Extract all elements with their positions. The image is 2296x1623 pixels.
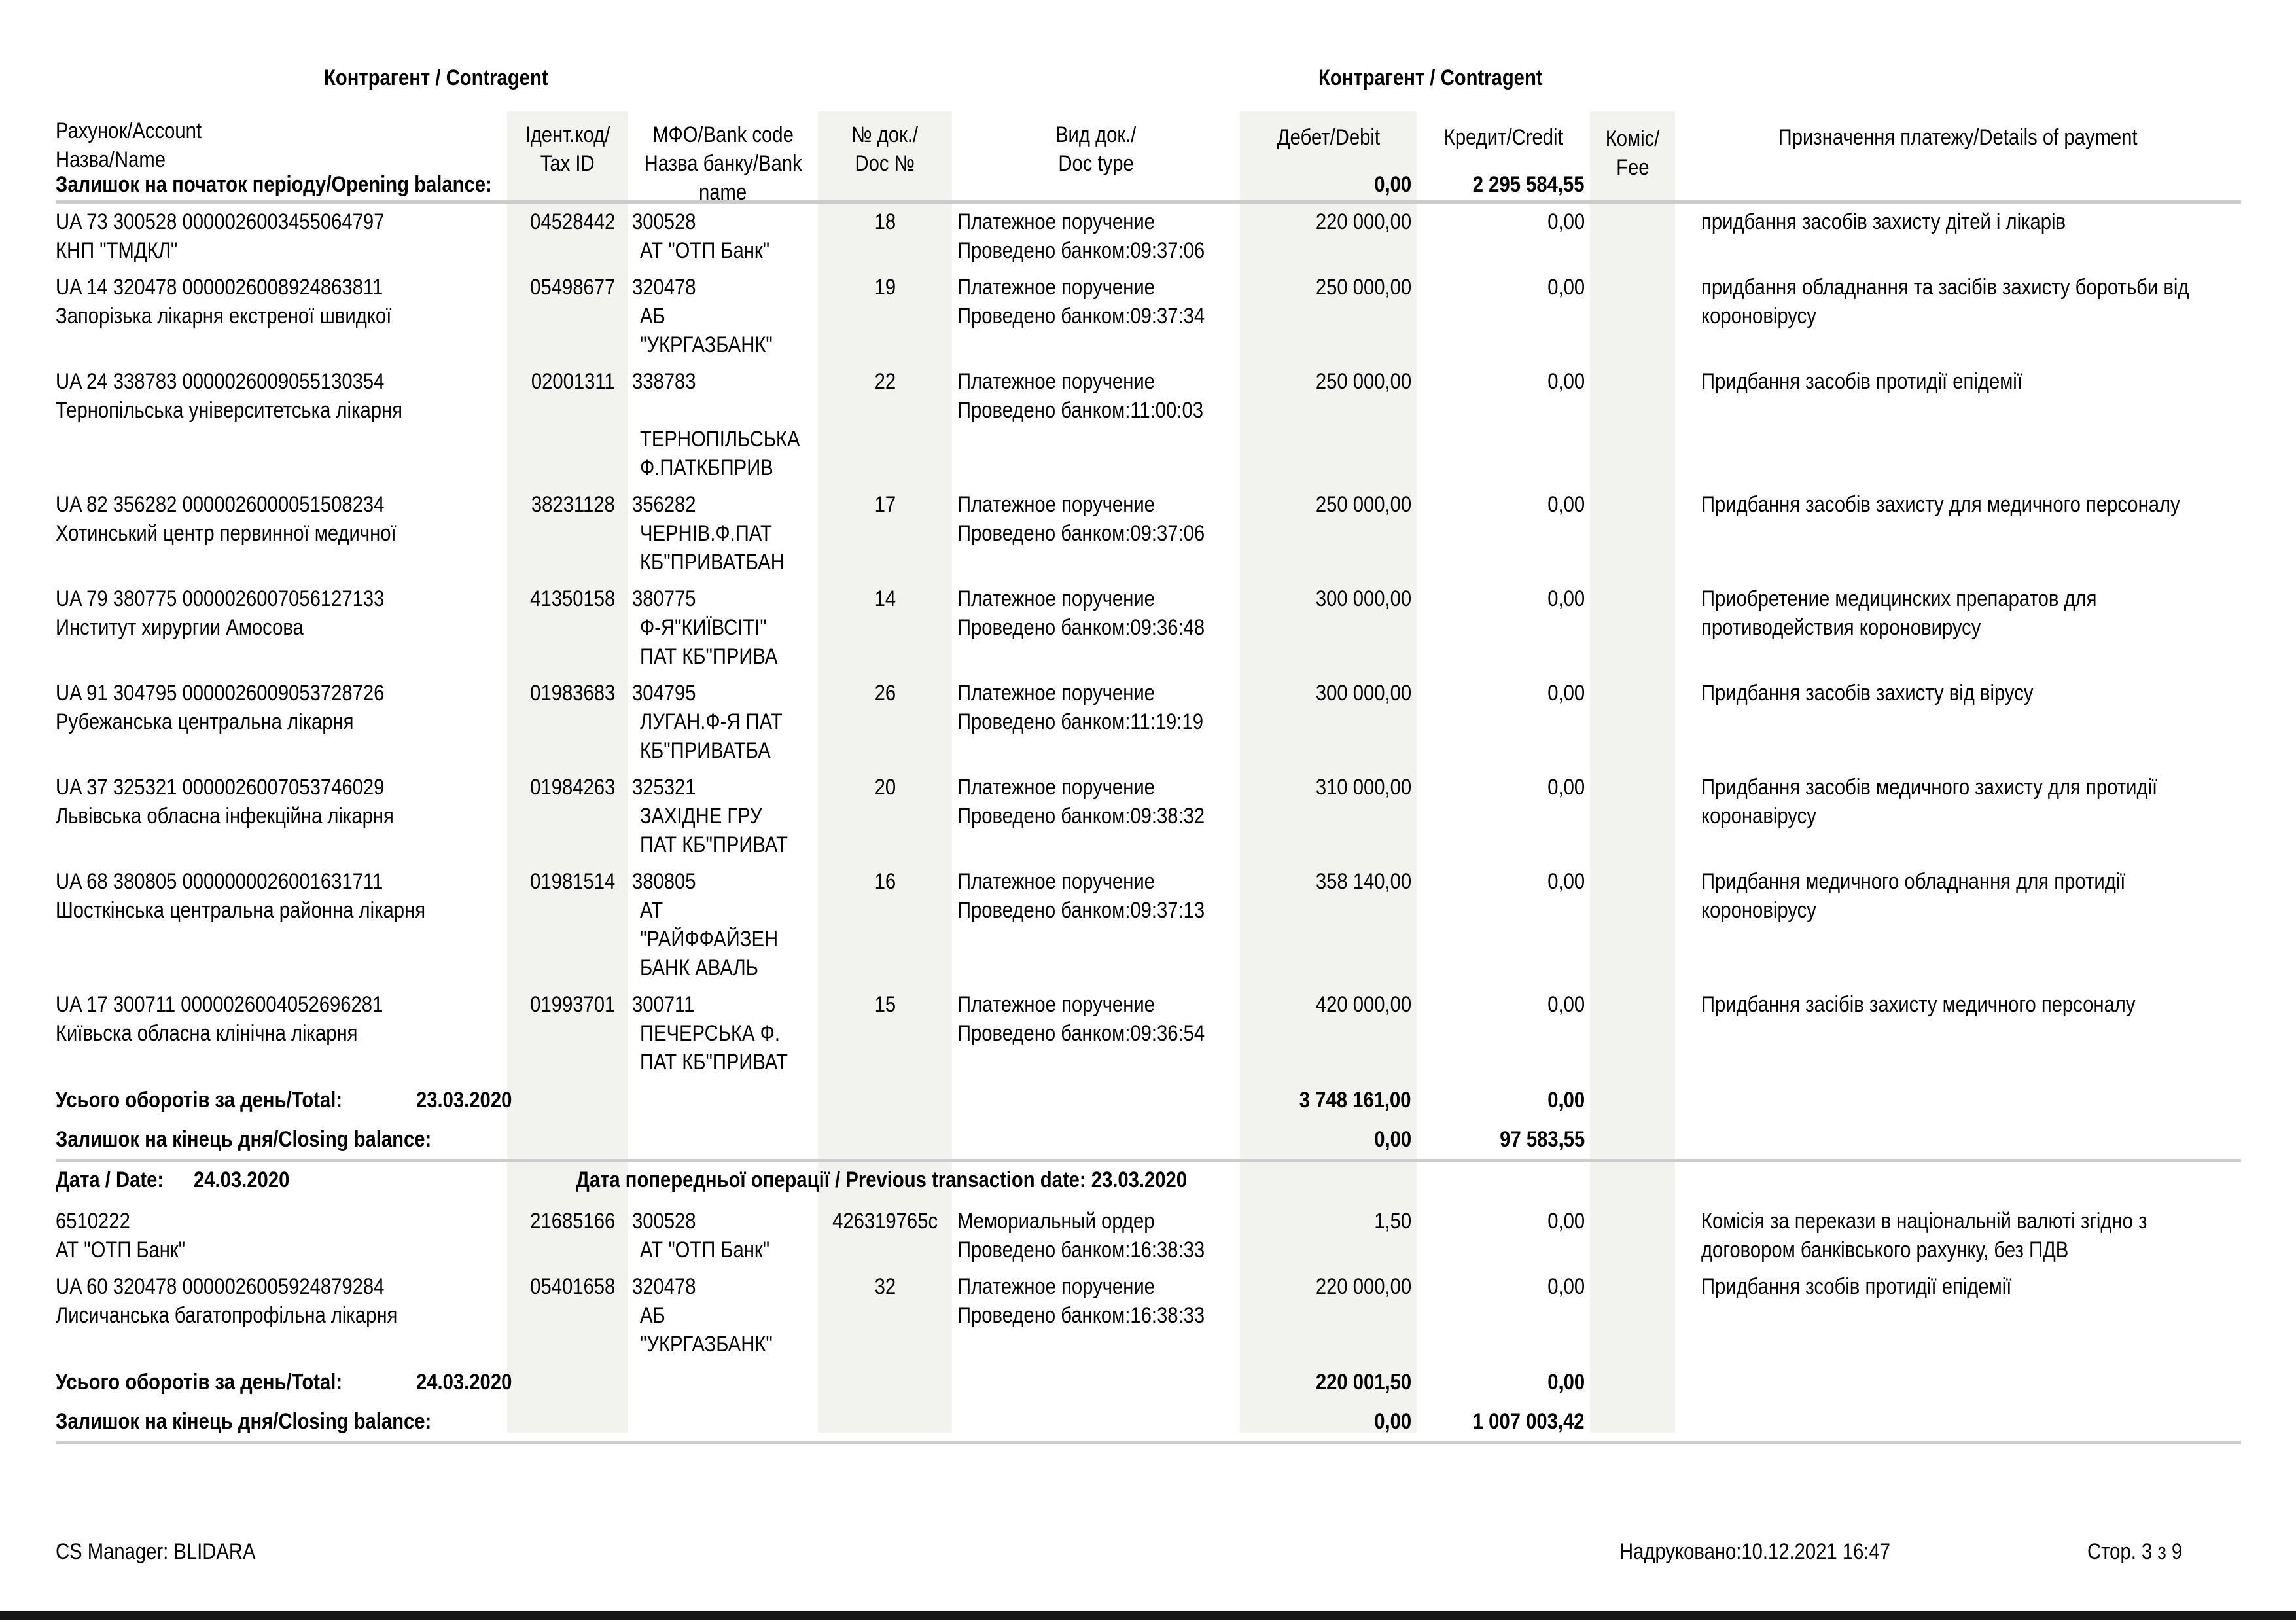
debit-cell: 300 000,00 (1315, 681, 1411, 705)
details-cell: придбання засобів захисту дітей і лікарів (1701, 209, 2066, 234)
day1-closing-credit: 97 583,55 (1499, 1127, 1585, 1152)
debit-cell: 250 000,00 (1315, 369, 1411, 394)
bank-cell: 356282 ЧЕРНІВ.Ф.ПАТ КБ"ПРИВАТБАН (632, 492, 785, 575)
doc-no-cell: 426319765c (832, 1209, 938, 1234)
fee-cell (1590, 207, 1675, 265)
transaction-row (56, 269, 2241, 363)
debit-cell: 220 000,00 (1315, 209, 1411, 234)
fee-cell (1590, 584, 1675, 671)
day1-total-debit: 3 748 161,00 (1299, 1088, 1411, 1113)
credit-cell: 0,00 (1547, 275, 1585, 300)
doc-type-cell: Платежное поручение Проведено банком:09:37:13 (957, 869, 1205, 923)
credit-cell: 0,00 (1547, 869, 1585, 894)
account-cell: UA 73 300528 0000026003455064797 КНП "ТМДКЛ" (56, 209, 385, 263)
fee-cell (1590, 1207, 1675, 1264)
column-header-credit: Кредит/Credit (1443, 125, 1563, 150)
details-cell: Придбання засобів захисту для медичного персоналу (1701, 492, 2180, 517)
doc-no-cell: 15 (874, 992, 896, 1017)
date-row (56, 1162, 2241, 1203)
fee-cell (1590, 990, 1675, 1077)
doc-no-cell: 20 (874, 775, 896, 800)
credit-cell: 0,00 (1547, 1274, 1585, 1299)
column-header-bank: МФО/Bank code Назва банку/Bank name (644, 122, 802, 205)
page-number: Стор. 3 з 9 (2087, 1539, 2183, 1564)
day2-total-debit: 220 001,50 (1315, 1370, 1411, 1395)
tax-id-cell: 04528442 (529, 209, 615, 234)
details-cell: придбання обладнання та засібів захисту боротьби від короновірусу (1701, 275, 2189, 329)
credit-cell: 0,00 (1547, 209, 1585, 234)
day2-closing-credit: 1 007 003,42 (1473, 1409, 1585, 1434)
transaction-row (56, 675, 2241, 769)
tax-id-cell: 01983683 (529, 681, 615, 705)
debit-cell: 420 000,00 (1315, 992, 1411, 1017)
debit-cell: 300 000,00 (1315, 586, 1411, 611)
day1-rows (56, 204, 2241, 1080)
account-cell: UA 79 380775 0000026007056127133 Институт хирургии Амосова (56, 586, 385, 640)
day1-total-row (56, 1080, 2241, 1120)
doc-no-cell: 32 (874, 1274, 896, 1299)
debit-cell: 220 000,00 (1315, 1274, 1411, 1299)
credit-cell: 0,00 (1547, 992, 1585, 1017)
doc-no-cell: 17 (874, 492, 896, 517)
transaction-row (56, 486, 2241, 580)
day1-closing-row (56, 1120, 2241, 1159)
opening-balance-row (56, 170, 2241, 199)
details-cell: Придбання медичного обладнання для протидії короновірусу (1701, 869, 2126, 923)
column-header-docno: № док./ Doc № (851, 122, 919, 176)
opening-balance-debit: 0,00 (1374, 172, 1411, 197)
bank-cell: 320478 АБ "УКРГАЗБАНК" (632, 1274, 773, 1357)
details-cell: Придбання засобів захисту від вірусу (1701, 681, 2034, 705)
transaction-row (56, 986, 2241, 1080)
day2-rows (56, 1203, 2241, 1363)
day2-closing-label: Залишок на кінець дня/Closing balance: (56, 1409, 432, 1434)
doc-no-cell: 22 (874, 369, 896, 394)
doc-type-cell: Платежное поручение Проведено банком:09:36:54 (957, 992, 1205, 1046)
credit-cell: 0,00 (1547, 586, 1585, 611)
details-cell: Придбання зсобів протидії епідемії (1701, 1274, 2012, 1299)
window-bottom-bar (0, 1611, 2296, 1620)
day2-closing-row (56, 1402, 2241, 1441)
day1-closing-debit: 0,00 (1374, 1127, 1411, 1152)
tax-id-cell: 41350158 (529, 586, 615, 611)
transaction-row (56, 580, 2241, 675)
bank-cell: 304795 ЛУГАН.Ф-Я ПАТ КБ"ПРИВАТБА (632, 681, 783, 763)
details-cell: Придбання засобів протидії епідемії (1701, 369, 2022, 394)
day1-total-label: Усього оборотів за день/Total: 23.03.2020 (56, 1088, 512, 1113)
day2-total-credit: 0,00 (1547, 1370, 1585, 1395)
column-header-taxid: Ідент.код/ Tax ID (525, 122, 610, 176)
account-cell: UA 91 304795 0000026009053728726 Рубежанська центральна лікарня (56, 681, 385, 734)
credit-cell: 0,00 (1547, 492, 1585, 517)
contragent-title-left: Контрагент / Contragent (324, 65, 548, 90)
doc-type-cell: Платежное поручение Проведено банком:09:38:32 (957, 775, 1205, 829)
details-cell: Комісія за перекази в національній валюті згідно з договором банківського рахунку, без ПДВ (1701, 1209, 2147, 1262)
doc-no-cell: 14 (874, 586, 896, 611)
tax-id-cell: 05498677 (529, 275, 615, 300)
tax-id-cell: 02001311 (531, 369, 615, 394)
day1-total-credit: 0,00 (1547, 1088, 1585, 1113)
bank-cell: 380805 АТ "РАЙФФАЙЗЕН БАНК АВАЛЬ (632, 869, 779, 980)
day2-total-label: Усього оборотів за день/Total: 24.03.2020 (56, 1370, 512, 1395)
account-cell: UA 60 320478 0000026005924879284 Лисичанська багатопрофільна лікарня (56, 1274, 398, 1328)
credit-cell: 0,00 (1547, 681, 1585, 705)
transaction-row (56, 1203, 2241, 1268)
cs-manager-label: CS Manager: BLIDARA (56, 1539, 256, 1564)
account-cell: UA 24 338783 0000026009055130354 Тернопільська університетська лікарня (56, 369, 403, 423)
doc-no-cell: 16 (874, 869, 896, 894)
doc-type-cell: Мемориальный ордер Проведено банком:16:38:33 (957, 1209, 1205, 1262)
details-cell: Приобретение медицинских препаратов для противодействия короновирусу (1701, 586, 2097, 640)
debit-cell: 310 000,00 (1315, 775, 1411, 800)
doc-type-cell: Платежное поручение Проведено банком:09:37:06 (957, 209, 1205, 263)
transaction-row (56, 769, 2241, 863)
tax-id-cell: 05401658 (529, 1274, 615, 1299)
account-cell: 6510222 АТ "ОТП Банк" (56, 1209, 186, 1262)
day2-total-row (56, 1363, 2241, 1402)
account-cell: UA 17 300711 0000026004052696281 Київьска обласна клінічна лікарня (56, 992, 383, 1046)
account-cell: UA 37 325321 0000026007053746029 Львівська обласна інфекційна лікарня (56, 775, 394, 829)
day2-closing-debit: 0,00 (1374, 1409, 1411, 1434)
bank-cell: 338783 ТЕРНОПІЛЬСЬКА Ф.ПАТКБПРИВ (632, 369, 800, 480)
statement-sheet (56, 0, 2241, 1623)
transaction-row (56, 204, 2241, 269)
previous-transaction-date: Дата попередньої операції / Previous transaction date: 23.03.2020 (576, 1168, 1188, 1192)
statement-table (56, 111, 2241, 1444)
opening-balance-label: Залишок на початок періоду/Opening balance: (56, 172, 492, 197)
doc-type-cell: Платежное поручение Проведено банком:16:38:33 (957, 1274, 1205, 1328)
bank-cell: 300528 АТ "ОТП Банк" (632, 1209, 770, 1262)
doc-no-cell: 19 (874, 275, 896, 300)
tax-id-cell: 01981514 (529, 869, 615, 894)
column-header-doctype: Вид док./ Doc type (1055, 122, 1137, 176)
column-header-account: Рахунок/Account Назва/Name (56, 118, 202, 172)
account-cell: UA 68 380805 0000000026001631711 Шосткінська центральна районна лікарня (56, 869, 426, 923)
bank-cell: 320478 АБ "УКРГАЗБАНК" (632, 275, 773, 357)
tax-id-cell: 01984263 (529, 775, 615, 800)
fee-cell (1590, 679, 1675, 765)
opening-balance-credit: 2 295 584,55 (1473, 172, 1585, 197)
bank-cell: 325321 ЗАХІДНЕ ГРУ ПАТ КБ"ПРИВАТ (632, 775, 788, 857)
table-header (56, 111, 2241, 205)
bank-cell: 380775 Ф-Я"КИЇВСІТІ" ПАТ КБ"ПРИВА (632, 586, 778, 669)
column-header-details: Призначення платежу/Details of payment (1778, 125, 2138, 150)
debit-cell: 1,50 (1374, 1209, 1411, 1234)
column-header-debit: Дебет/Debit (1277, 125, 1380, 150)
tax-id-cell: 21685166 (529, 1209, 615, 1234)
doc-type-cell: Платежное поручение Проведено банком:09:37:34 (957, 275, 1205, 329)
fee-cell (1590, 1272, 1675, 1359)
fee-cell (1590, 273, 1675, 359)
debit-cell: 358 140,00 (1315, 869, 1411, 894)
table-end-divider (56, 1441, 2241, 1444)
doc-no-cell: 18 (874, 209, 896, 234)
bank-cell: 300711 ПЕЧЕРСЬКА Ф. ПАТ КБ"ПРИВАТ (632, 992, 788, 1075)
doc-type-cell: Платежное поручение Проведено банком:11:19:19 (957, 681, 1203, 734)
tax-id-cell: 01993701 (529, 992, 615, 1017)
credit-cell: 0,00 (1547, 1209, 1585, 1234)
bank-cell: 300528 АТ "ОТП Банк" (632, 209, 770, 263)
credit-cell: 0,00 (1547, 775, 1585, 800)
fee-cell (1590, 867, 1675, 982)
doc-no-cell: 26 (874, 681, 896, 705)
debit-cell: 250 000,00 (1315, 492, 1411, 517)
account-cell: UA 82 356282 0000026000051508234 Хотинський центр первинної медичної (56, 492, 397, 546)
details-cell: Придбання засобів медичного захисту для протидії коронавірусу (1701, 775, 2158, 829)
debit-cell: 250 000,00 (1315, 275, 1411, 300)
page-footer (56, 1539, 2241, 1572)
account-cell: UA 14 320478 0000026008924863811 Запорізька лікарня екстреної швидкої (56, 275, 392, 329)
fee-cell (1590, 367, 1675, 482)
doc-type-cell: Платежное поручение Проведено банком:09:36:48 (957, 586, 1205, 640)
tax-id-cell: 38231128 (531, 492, 615, 517)
column-header-fee: Коміс/ Fee (1605, 126, 1660, 180)
transaction-row (56, 1268, 2241, 1363)
credit-cell: 0,00 (1547, 369, 1585, 394)
doc-type-cell: Платежное поручение Проведено банком:09:37:06 (957, 492, 1205, 546)
fee-cell (1590, 773, 1675, 859)
current-date: Дата / Date: 24.03.2020 (56, 1168, 290, 1192)
fee-cell (1590, 490, 1675, 577)
details-cell: Придбання засібів захисту медичного персоналу (1701, 992, 2136, 1017)
transaction-row (56, 863, 2241, 986)
transaction-row (56, 363, 2241, 486)
printed-timestamp: Надруковано:10.12.2021 16:47 (1619, 1539, 1891, 1564)
doc-type-cell: Платежное поручение Проведено банком:11:00:03 (957, 369, 1203, 423)
day1-closing-label: Залишок на кінець дня/Closing balance: (56, 1127, 432, 1152)
contragent-title-right: Контрагент / Contragent (1318, 65, 1543, 90)
